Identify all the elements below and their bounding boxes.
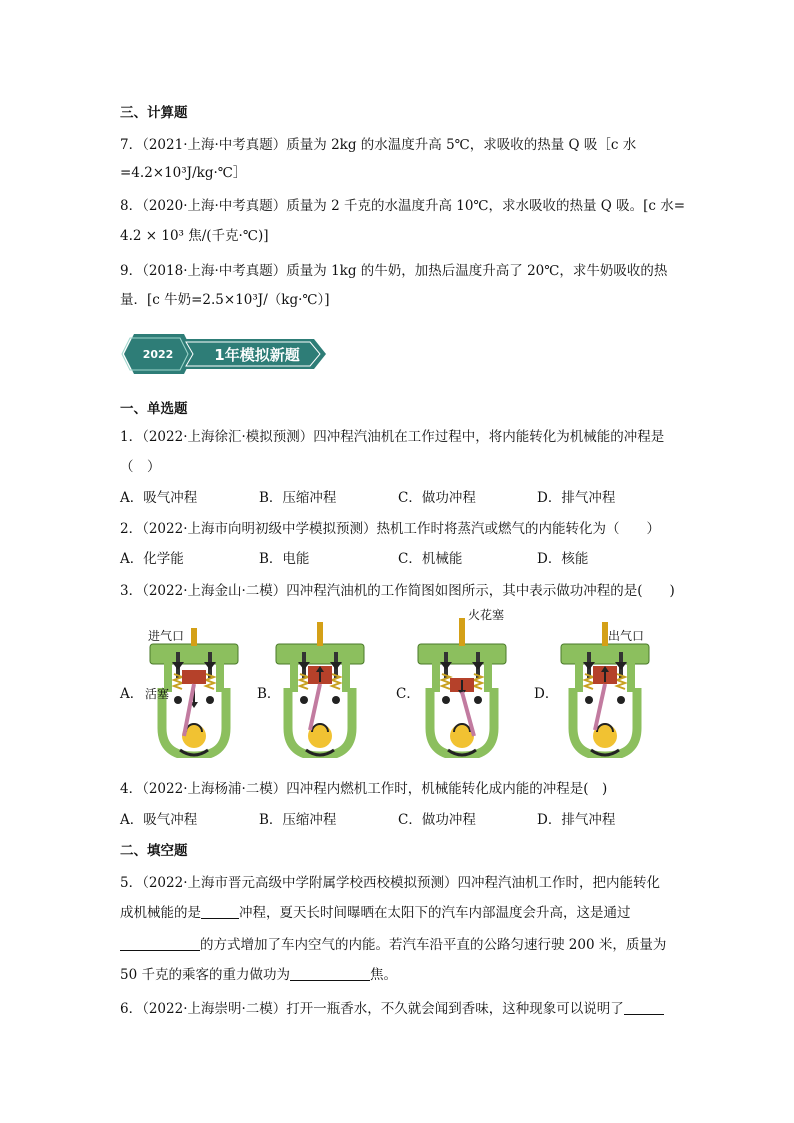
s1-question-3-option-d-label[interactable]: D． (534, 686, 559, 702)
banner-year: 2022 (142, 348, 174, 361)
option-d[interactable]: D．排气冲程 (537, 812, 616, 828)
piston-label: 活塞 (145, 687, 170, 701)
q5-blank-2[interactable] (120, 936, 200, 951)
s2-question-5-line4 (120, 966, 397, 984)
s1-question-3-option-a-label[interactable]: A． (120, 686, 144, 702)
option-c[interactable]: C．机械能 (398, 551, 463, 567)
q6-blank-1[interactable] (624, 1000, 664, 1015)
question-8-line1: 8．（2020·上海·中考真题）质量为 2 千克的水温度升高 10℃，求水吸收的热量 Q 吸。[c 水= (120, 198, 686, 214)
question-7-line2: =4.2×10³J/kg·℃］ (120, 165, 247, 181)
q5-blank-1[interactable] (201, 904, 239, 919)
exhaust-label: 出气口 (608, 629, 645, 643)
s2-question-5-line3 (120, 936, 666, 954)
s1-question-3-option-b-label[interactable]: B． (257, 686, 281, 702)
option-d[interactable]: D．排气冲程 (537, 490, 616, 506)
q5-text-b: 冲程，夏天长时间曝晒在太阳下的汽车内部温度会升高，这是通过 (239, 905, 631, 921)
s1-question-4-line1: 4．（2022·上海杨浦·二模）四冲程内燃机工作时，机械能转化成内能的冲程是( ) (120, 781, 608, 797)
section-banner (120, 330, 330, 378)
option-a[interactable]: A．吸气冲程 (120, 490, 198, 506)
piston (182, 670, 206, 684)
section-heading-single-choice: 一、单选题 (120, 401, 188, 417)
question-8-line2: 4.2 × 10³ 焦/(千克·℃)] (120, 228, 269, 244)
s1-question-1-line2: （ ） (120, 459, 161, 475)
s1-question-1-line1: 1．（2022·上海徐汇·模拟预测）四冲程汽油机在工作过程中，将内能转化为机械能的冲程是 (120, 429, 665, 445)
s1-question-3-line1: 3．（2022·上海金山·二模）四冲程汽油机的工作简图如图所示，其中表示做功冲程的是( ) (120, 583, 675, 599)
question-7-line1: 7．（2021·上海·中考真题）质量为 2kg 的水温度升高 5℃，求吸收的热量 Q 吸［c 水 (120, 137, 637, 153)
q5-blank-3[interactable] (290, 966, 370, 981)
option-b[interactable]: B．电能 (259, 551, 310, 567)
q5-text-e: 焦。 (369, 967, 397, 983)
section-heading-calc: 三、计算题 (120, 105, 188, 121)
option-b[interactable]: B．压缩冲程 (259, 812, 337, 828)
option-c[interactable]: C．做功冲程 (398, 812, 476, 828)
banner-title: 1年模拟新题 (214, 346, 300, 364)
option-a[interactable]: A．吸气冲程 (120, 812, 198, 828)
question-9-line1: 9．（2018·上海·中考真题）质量为 1kg 的牛奶，加热后温度升高了 20℃，求牛奶吸收的热 (120, 263, 668, 279)
s2-question-6-line1 (120, 1000, 664, 1018)
q5-text-d: 50 千克的乘客的重力做功为 (120, 967, 290, 983)
q6-text: 6．（2022·上海崇明·二模）打开一瓶香水，不久就会闻到香味，这种现象可以说明了 (120, 1001, 624, 1017)
q5-text-a: 成机械能的是 (120, 905, 201, 921)
option-d[interactable]: D．核能 (537, 551, 589, 567)
option-a[interactable]: A．化学能 (120, 551, 184, 567)
option-c[interactable]: C．做功冲程 (398, 490, 476, 506)
engine-figure-c[interactable] (412, 618, 512, 758)
s1-question-2-line1: 2．（2022·上海市向明初级中学模拟预测）热机工作时将蒸汽或燃气的内能转化为（ ） (120, 521, 660, 537)
intake-label: 进气口 (148, 629, 185, 643)
spark-plug-label: 火花塞 (468, 608, 505, 622)
s2-question-5-line1: 5．（2022·上海市晋元高级中学附属学校西校模拟预测）四冲程汽油机工作时，把内能转化 (120, 875, 660, 891)
s2-question-5-line2 (120, 904, 631, 922)
engine-figure-b[interactable] (270, 618, 370, 758)
question-9-line2: 量．[c 牛奶=2.5×10³J/（kg·℃）] (120, 292, 330, 308)
section-heading-fill-blank: 二、填空题 (120, 843, 188, 859)
s1-question-3-option-c-label[interactable]: C． (396, 686, 420, 702)
q5-text-c: 的方式增加了车内空气的内能。若汽车沿平直的公路匀速行驶 200 米，质量为 (200, 937, 667, 953)
option-b[interactable]: B．压缩冲程 (259, 490, 337, 506)
